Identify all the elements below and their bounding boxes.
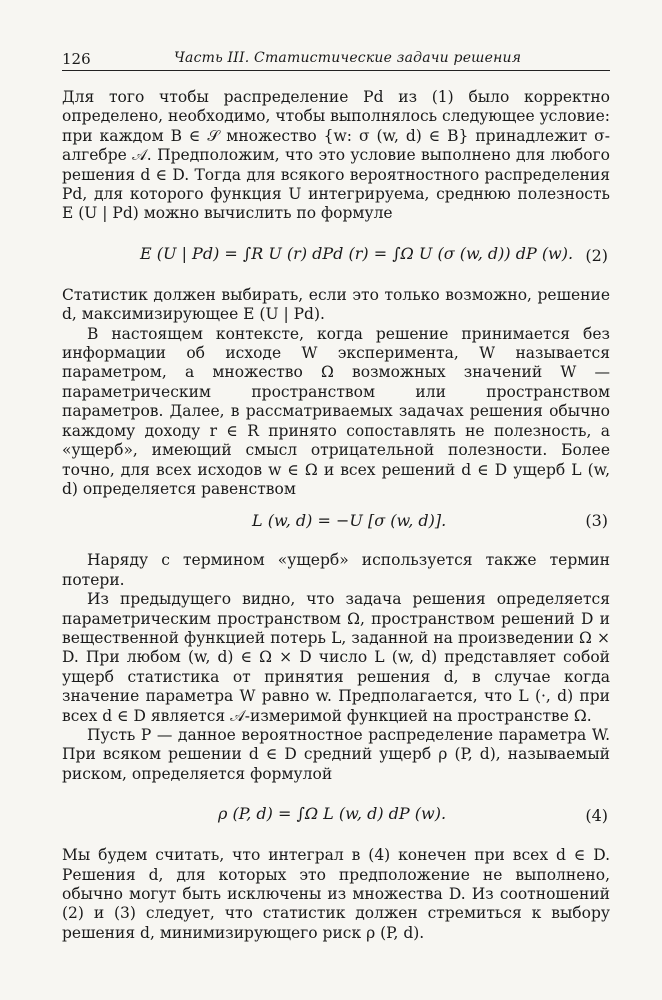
paragraph-1: Для того чтобы распределение Pd из (1) было корректно определено, необходимо, чтобы выполнялось следующее условие: при каждом B ∈ 𝒮 множество {w: σ (w, d) ∈ B} принадлежит σ-алгебре 𝒜. Предположим, что это условие выполнено для любого решения d ∈ D. Тогда для всякого вероятностного распределения Pd, для которого функция U интегрируема, среднюю полезность E (U | Pd) можно вычислить по формуле xyxy=(62,88,610,223)
paragraph-4: Наряду с термином «ущерб» используется также термин потери. xyxy=(62,551,610,589)
equation-2-formula: E (U | Pd) = ∫R U (r) dPd (r) = ∫Ω U (σ (w, d)) dP (w). xyxy=(140,243,574,263)
paragraph-6: Пусть P — данное вероятностное распределение параметра W. При всяком решении d ∈ D средний ущерб ρ (P, d), называемый риском, определяется формулой xyxy=(62,725,610,783)
equation-2-number: (2) xyxy=(585,245,608,265)
equation-4 xyxy=(62,784,610,846)
equation-4-number: (4) xyxy=(585,806,608,826)
paragraph-7: Мы будем считать, что интеграл в (4) конечен при всех d ∈ D. Решения d, для которых это предположение не выполнено, обычно могут быть исключены из множества D. Из соотношений (2) и (3) следует, что статистик должен стремиться к выбору решения d, минимизирующего риск ρ (P, d). xyxy=(62,846,610,942)
equation-4-formula: ρ (P, d) = ∫Ω L (w, d) dP (w). xyxy=(218,804,447,824)
paragraph-3: В настоящем контексте, когда решение принимается без информации об исходе W эксперимента, W называется параметром, а множество Ω возможных значений W — параметрическим пространством или пространством параметров. Далее, в рассматриваемых задачах решения обычно каждому доходу r ∈ R принято сопоставлять не полезность, а «ущерб», имеющий смысл отрицательной полезности. Более точно, для всех исходов w ∈ Ω и всех решений d ∈ D ущерб L (w, d) определяется равенством xyxy=(62,324,610,498)
equation-3-number: (3) xyxy=(585,511,608,531)
equation-3-formula: L (w, d) = −U [σ (w, d)]. xyxy=(252,511,447,531)
equation-3 xyxy=(62,499,610,543)
paragraph-5: Из предыдущего видно, что задача решения определяется параметрическим пространством Ω, пространством решений D и вещественной функцией потерь L, заданной на произведении Ω × D. При любом (w, d) ∈ Ω × D число L (w, d) представляет собой ущерб статистика от принятия решения d, в случае когда значение параметра W равно w. Предполагается, что L (·, d) при всех d ∈ D является 𝒜-измеримой функцией на пространстве Ω. xyxy=(62,590,610,725)
page-number: 126 xyxy=(62,50,91,68)
running-title: Часть III. Статистические задачи решения xyxy=(174,50,522,66)
page-header xyxy=(62,50,610,71)
body-text xyxy=(62,88,610,943)
paragraph-2: Статистик должен выбирать, если это только возможно, решение d, максимизирующее E (U | Pd). xyxy=(62,285,610,324)
equation-2 xyxy=(62,224,610,286)
